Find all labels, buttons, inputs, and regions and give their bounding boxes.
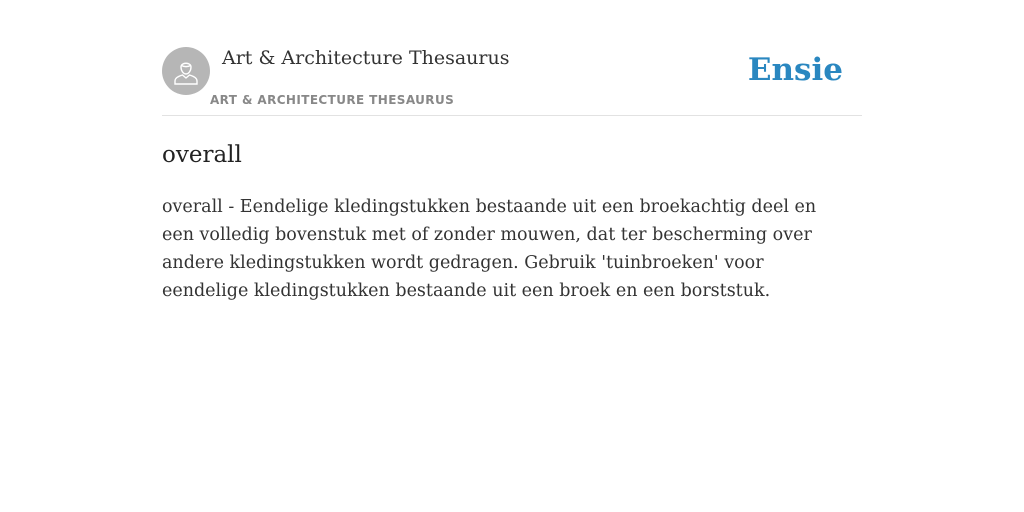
header <box>162 46 862 116</box>
author-title-link[interactable]: Art & Architecture Thesaurus <box>222 47 510 69</box>
brand-logo-link[interactable]: Ensie <box>747 52 843 88</box>
author-subtitle: ART & ARCHITECTURE THESAURUS <box>210 93 455 107</box>
user-silhouette-icon <box>171 56 201 86</box>
page <box>162 0 862 305</box>
entry-term: overall <box>162 142 242 168</box>
author-avatar[interactable] <box>162 47 210 95</box>
entry-definition: overall - Eendelige kledingstukken bestaande uit een broekachtig deel en een volledig bovenstuk met of zonder mouwen, dat ter bescherming over andere kledingstukken wordt gedragen. Gebruik 'tuinbroeken' voor eendelige kledingstukken bestaande uit een broek en een borststuk. <box>162 197 817 301</box>
